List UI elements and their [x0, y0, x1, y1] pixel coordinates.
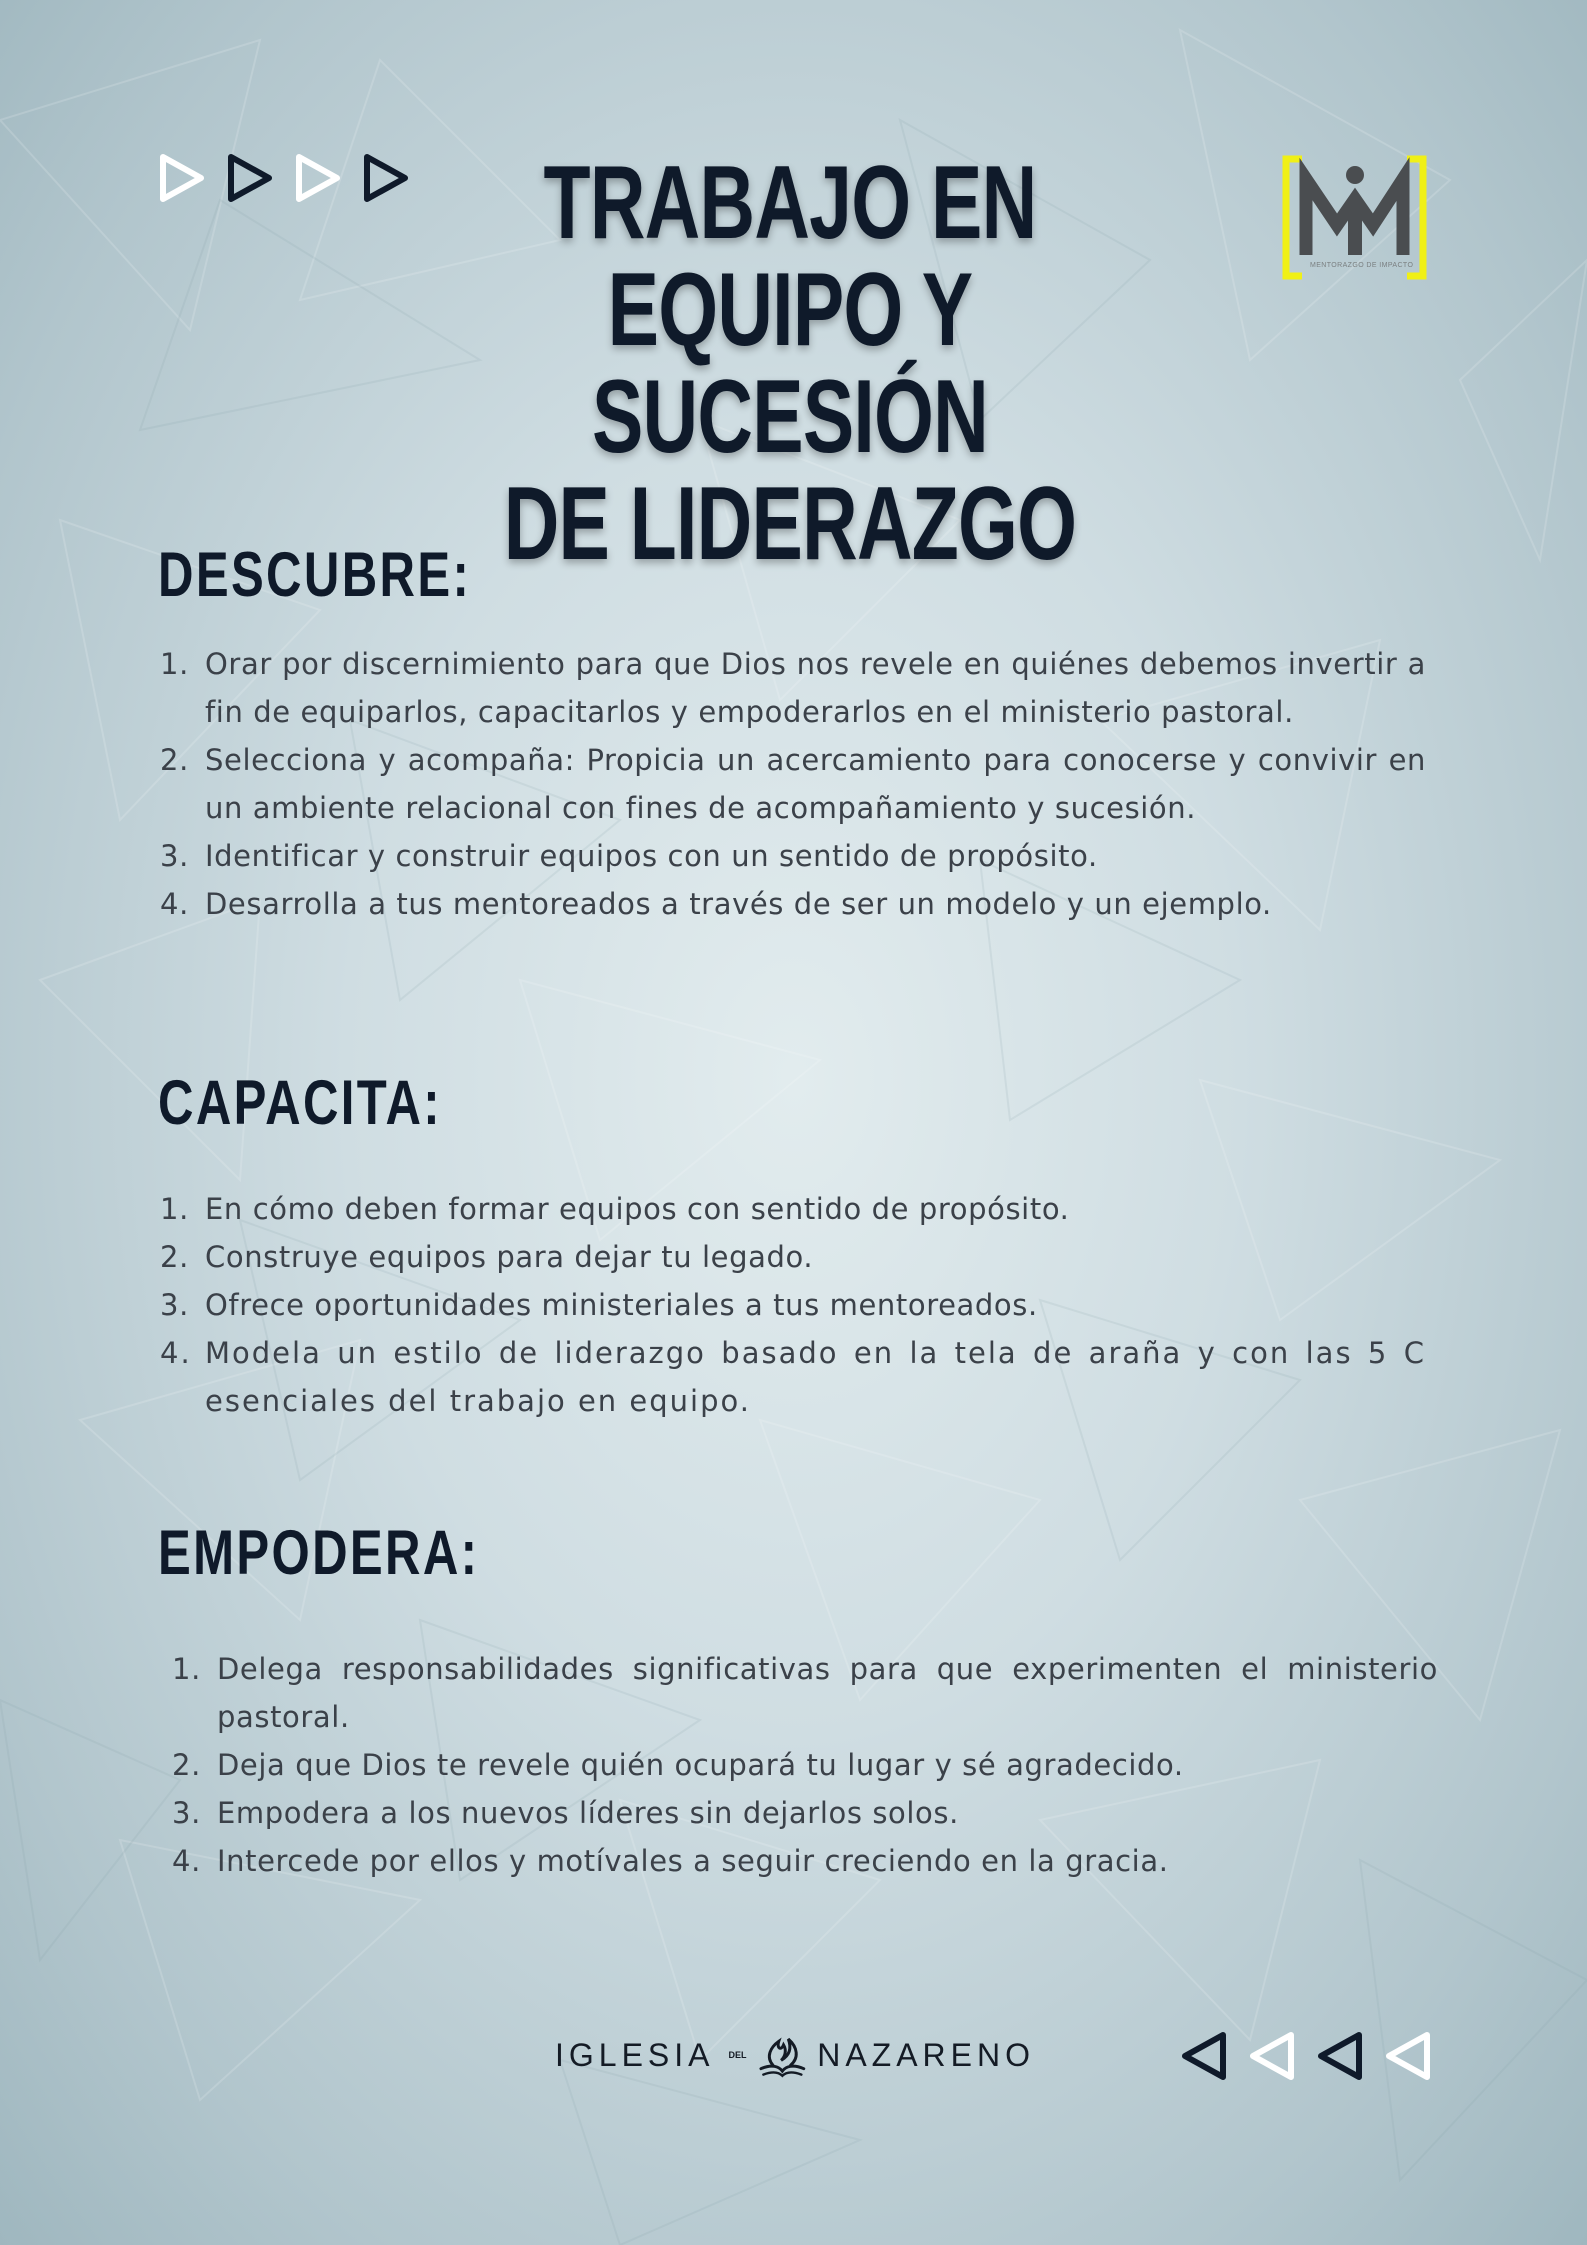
- empodera-list: [170, 1645, 1438, 1885]
- brand-word-nazareno: NAZARENO: [817, 2036, 1035, 2073]
- list-item: Intercede por ellos y motívales a seguir creciendo en la gracia.: [217, 1844, 1169, 1878]
- list-item: Identificar y construir equipos con un sentido de propósito.: [205, 839, 1098, 873]
- list-item: Selecciona y acompaña: Propicia un acercamiento para conocerse y convivir en un ambiente relacional con fines de acompañamiento y sucesión.: [205, 743, 1426, 825]
- brand-word-del: DEL: [728, 2050, 747, 2060]
- title-line-2: EQUIPO Y SUCESIÓN: [591, 252, 989, 475]
- bottom-triangle-decoration: [1180, 2030, 1432, 2082]
- triangle-outline-icon: [226, 152, 274, 204]
- logo-caption: MENTORAZGO DE IMPACTO: [1310, 262, 1414, 269]
- capacita-list: [158, 1185, 1426, 1425]
- list-item: Desarrolla a tus mentoreados a través de ser un modelo y un ejemplo.: [205, 887, 1272, 921]
- triangle-outline-icon: [158, 152, 206, 204]
- list-item: En cómo deben formar equipos con sentido de propósito.: [205, 1192, 1070, 1226]
- triangle-outline-icon: [1316, 2030, 1364, 2082]
- section-heading-capacita: CAPACITA:: [158, 1068, 443, 1138]
- iglesia-del-nazareno-logo: [555, 2010, 1035, 2100]
- flame-book-icon: [755, 2014, 810, 2096]
- triangle-outline-icon: [1180, 2030, 1228, 2082]
- section-heading-empodera: EMPODERA:: [158, 1518, 480, 1588]
- list-item: Ofrece oportunidades ministeriales a tus mentoreados.: [205, 1288, 1038, 1322]
- list-item: Orar por discernimiento para que Dios nos revele en quiénes debemos invertir a fin de equiparlos, capacitarlos y empoderarlos en el ministerio pastoral.: [205, 647, 1426, 729]
- top-triangle-decoration: [158, 152, 410, 204]
- triangle-outline-icon: [362, 152, 410, 204]
- page-title: [501, 145, 1078, 582]
- list-item: Empodera a los nuevos líderes sin dejarlos solos.: [217, 1796, 959, 1830]
- triangle-outline-icon: [294, 152, 342, 204]
- section-heading-descubre: DESCUBRE:: [158, 540, 472, 610]
- list-item: Construye equipos para dejar tu legado.: [205, 1240, 814, 1274]
- list-item: Deja que Dios te revele quién ocupará tu lugar y sé agradecido.: [217, 1748, 1184, 1782]
- mentorazgo-logo: [1282, 155, 1427, 280]
- triangle-outline-icon: [1384, 2030, 1432, 2082]
- descubre-list: [158, 640, 1426, 928]
- triangle-outline-icon: [1248, 2030, 1296, 2082]
- title-line-3: DE LIDERAZGO: [503, 466, 1077, 582]
- brand-word-iglesia: IGLESIA: [555, 2036, 715, 2073]
- list-item: Delega responsabilidades significativas para que experimenten el ministerio pastoral.: [217, 1652, 1438, 1734]
- list-item: Modela un estilo de liderazgo basado en la tela de araña y con las 5 C esenciales del trabajo en equipo.: [205, 1336, 1426, 1418]
- title-line-1: TRABAJO EN: [543, 145, 1037, 261]
